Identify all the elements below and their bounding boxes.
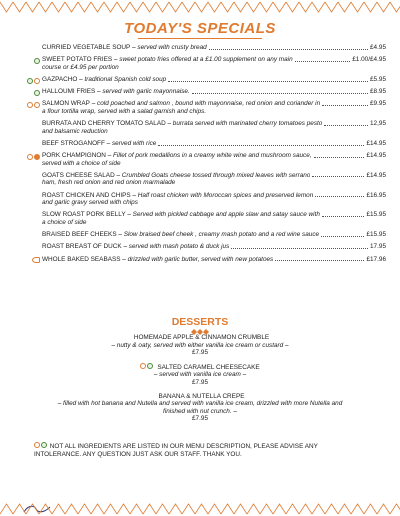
special-name: HALLOUMI FRIES — [42, 88, 96, 96]
special-name: ROAST CHICKEN AND CHIPS — [42, 191, 131, 199]
special-name: GOATS CHEESE SALAD — [42, 171, 115, 179]
special-name: SWEET POTATO FRIES — [42, 56, 113, 64]
border-motif — [325, 504, 338, 514]
border-motif — [338, 2, 351, 12]
border-motif — [65, 504, 78, 514]
border-motif — [247, 2, 260, 12]
border-motif — [299, 504, 312, 514]
special-description: – served with rice — [104, 139, 157, 147]
border-motif — [169, 2, 182, 12]
border-motif — [26, 504, 39, 514]
special-item — [14, 140, 386, 148]
bottom-border-pattern — [0, 500, 400, 516]
border-motif — [130, 504, 143, 514]
special-name: BRAISED BEEF CHEEKS — [42, 231, 117, 239]
special-description-continued: and balsamic reduction — [42, 127, 108, 135]
special-description: – drizzled with garlic butter, served with new potatoes — [120, 255, 274, 263]
special-name: BEEF STROGANOFF — [42, 139, 105, 147]
special-price: 17.95 — [370, 243, 386, 251]
border-motif — [104, 2, 117, 12]
border-motif — [78, 504, 91, 514]
border-motif — [208, 2, 221, 12]
dessert-name: SALTED CARAMEL CHEESECAKE — [157, 363, 260, 371]
border-motif — [273, 504, 286, 514]
vegan-icon — [27, 78, 33, 84]
special-description-continued: and garlic gravy served with chips — [42, 199, 138, 207]
special-description-continued: served with a choice of side — [42, 159, 121, 167]
special-item — [14, 256, 386, 264]
dessert-description: finished with nut crunch. – — [163, 407, 237, 415]
gluten-free-icon — [140, 363, 146, 369]
border-motif — [364, 2, 377, 12]
special-price: £14.95 — [366, 152, 386, 160]
dietary-icons — [14, 78, 42, 84]
border-motif — [286, 504, 299, 514]
special-item — [14, 88, 386, 96]
dessert-name: HOMEMADE APPLE & CINNAMON CRUMBLE — [133, 334, 270, 341]
border-motif — [234, 504, 247, 514]
border-motif — [78, 2, 91, 12]
border-motif — [299, 2, 312, 12]
vegetarian-icon — [147, 363, 153, 369]
allergy-note — [34, 442, 364, 460]
special-item — [14, 152, 386, 167]
border-motif — [364, 504, 377, 514]
leader-dots — [312, 176, 364, 177]
border-motif — [377, 2, 390, 12]
border-motif — [0, 504, 13, 514]
leader-dots — [295, 61, 351, 62]
special-description: – Half roast chicken with Moroccan spices and preserved lemon — [130, 191, 314, 199]
special-name: ROAST BREAST OF DUCK — [42, 243, 122, 251]
border-motif — [52, 2, 65, 12]
special-item — [14, 192, 386, 207]
special-name: GAZPACHO — [42, 75, 78, 83]
border-motif — [390, 504, 400, 514]
special-price: £17.96 — [366, 255, 386, 263]
border-motif — [0, 2, 13, 12]
leader-dots — [322, 216, 365, 217]
border-motif — [221, 504, 234, 514]
dietary-icons — [14, 58, 42, 64]
special-description: – sweet potato fries offered at a £1.00 supplement on any main — [112, 56, 293, 64]
special-description: – Slow braised beef cheek , creamy mash potato and a red wine sauce — [116, 231, 320, 239]
title-underline — [138, 38, 262, 39]
border-motif — [208, 504, 221, 514]
border-motif — [156, 2, 169, 12]
vegan-icon — [34, 58, 40, 64]
border-motif — [260, 504, 273, 514]
border-motif — [221, 2, 234, 12]
special-description-continued: a choice of side — [42, 219, 87, 227]
special-description: – burrata served with marinated cherry tomatoes pesto — [165, 120, 323, 128]
leader-dots — [192, 93, 368, 94]
special-item — [14, 100, 386, 115]
border-motif — [143, 2, 156, 12]
special-name: PORK CHAMPIGNON — [42, 152, 106, 160]
border-motif — [195, 504, 208, 514]
border-motif — [26, 2, 39, 12]
border-motif — [234, 2, 247, 12]
border-motif — [351, 504, 364, 514]
special-price: £15.95 — [366, 211, 386, 219]
border-motif — [13, 504, 26, 514]
dessert-description: – filled with hot banana and Nutella and served with vanilla ice cream, drizzled with more Nutella and — [57, 400, 343, 408]
leader-dots — [315, 196, 364, 197]
leader-dots — [321, 236, 364, 237]
border-motif — [39, 504, 52, 514]
gluten-free-icon — [34, 78, 40, 84]
dessert-name: BANANA & NUTELLA CREPE — [158, 392, 245, 400]
special-item — [14, 44, 386, 52]
special-description: – cold poached and salmon , bound with mayonnaise, red onion and coriander in — [89, 100, 321, 108]
border-motif — [338, 504, 351, 514]
specials-list — [14, 44, 386, 268]
special-price: £15.95 — [366, 231, 386, 239]
dessert-price: £7.95 — [192, 378, 208, 386]
dairy-free-icon — [34, 102, 40, 108]
special-item — [14, 231, 386, 239]
desserts-list — [20, 334, 380, 429]
leader-dots — [168, 81, 368, 82]
special-name: SALMON WRAP — [42, 100, 90, 108]
special-description: – served with mash potato & duck jus — [121, 243, 230, 251]
desserts-heading: DESSERTS — [171, 316, 229, 328]
border-motif — [390, 2, 400, 12]
dessert-item — [20, 334, 380, 357]
border-motif — [65, 2, 78, 12]
dessert-item — [20, 363, 380, 387]
dietary-icons — [14, 257, 42, 263]
border-motif — [130, 2, 143, 12]
border-motif — [104, 504, 117, 514]
special-price: £8.95 — [370, 88, 386, 96]
top-border-pattern — [0, 0, 400, 16]
border-motif — [169, 504, 182, 514]
special-price: £9.95 — [370, 100, 386, 108]
dessert-price: £7.95 — [192, 349, 208, 357]
dessert-description: – nutty & oaty, served with either vanilla ice cream or custard – — [111, 341, 289, 349]
border-motif — [143, 504, 156, 514]
special-description: – Served with pickled cabbage and apple slaw and satay sauce with — [125, 211, 320, 219]
border-motif — [260, 2, 273, 12]
dietary-icons — [14, 90, 42, 96]
dietary-icons — [14, 154, 42, 160]
special-item — [14, 120, 386, 135]
special-item — [14, 56, 386, 71]
dietary-icons — [140, 364, 154, 371]
special-price: 12,95 — [370, 120, 386, 128]
vegan-icon — [41, 442, 47, 448]
special-price: £14.95 — [366, 171, 386, 179]
vegetarian-icon — [34, 90, 40, 96]
special-name: SLOW ROAST PORK BELLY — [42, 211, 126, 219]
spicy-icon — [34, 154, 40, 160]
leader-dots — [275, 260, 364, 261]
special-name: BURRATA AND CHERRY TOMATO SALAD — [42, 120, 166, 128]
gluten-free-icon — [27, 154, 33, 160]
border-motif — [117, 504, 130, 514]
border-motif — [286, 2, 299, 12]
special-description-continued: ham, fresh red onion and red onion marmalade — [42, 179, 176, 187]
border-motif — [312, 2, 325, 12]
border-motif — [182, 2, 195, 12]
special-description: – Fillet of pork medallions in a creamy white wine and mushroom sauce, — [105, 152, 312, 160]
special-description-continued: a flour tortilla wrap, served with a salad garnish and chips. — [42, 107, 207, 115]
leader-dots — [314, 157, 365, 158]
special-description: – Crumbled Goats cheese tossed through mixed leaves with serrano — [114, 171, 311, 179]
special-item — [14, 76, 386, 84]
border-motif — [156, 504, 169, 514]
dietary-icons — [14, 102, 42, 108]
border-motif — [312, 504, 325, 514]
border-motif — [325, 2, 338, 12]
border-motif — [377, 504, 390, 514]
leader-dots — [324, 125, 368, 126]
dessert-price: £7.95 — [192, 415, 208, 423]
special-description: – traditional Spanish cold soup — [77, 75, 167, 83]
special-description-continued: course or £4.95 per portion — [42, 63, 119, 71]
special-price: £16.95 — [366, 191, 386, 199]
page-title: TODAY'S SPECIALS — [124, 20, 276, 37]
gluten-free-icon — [34, 442, 40, 448]
border-motif — [182, 504, 195, 514]
gluten-free-icon — [27, 102, 33, 108]
special-description: – served with garlic mayonnaise. — [95, 88, 190, 96]
special-description: – served with crusty bread — [130, 44, 207, 51]
border-motif — [247, 504, 260, 514]
special-item — [14, 211, 386, 226]
border-motif — [39, 2, 52, 12]
border-motif — [91, 504, 104, 514]
dessert-description: – served with vanilla ice cream – — [153, 371, 247, 379]
border-motif — [52, 504, 65, 514]
leader-dots — [209, 49, 368, 50]
special-item — [14, 172, 386, 187]
special-price: £14.95 — [366, 139, 386, 147]
special-item — [14, 243, 386, 251]
leader-dots — [231, 248, 368, 249]
border-motif — [195, 2, 208, 12]
note-icons — [34, 443, 48, 450]
border-motif — [351, 2, 364, 12]
special-price: £4.95 — [370, 44, 386, 51]
leader-dots — [322, 105, 368, 106]
dessert-item — [20, 393, 380, 423]
border-motif — [91, 2, 104, 12]
special-price: £5.95 — [370, 75, 386, 83]
fish-icon — [32, 257, 40, 263]
allergy-note-text: NOT ALL INGREDIENTS ARE LISTED IN OUR MENU DESCRIPTION, PLEASE ADVISE ANY INTOLERANCE. ANY QUESTION JUST ASK OUR STAFF. THANK YOU. — [34, 443, 318, 459]
special-name: WHOLE BAKED SEABASS — [42, 255, 121, 263]
border-motif — [117, 2, 130, 12]
special-price: £1.00/£4.95 — [352, 56, 386, 64]
special-name: CURRIED VEGETABLE SOUP — [42, 44, 131, 51]
border-motif — [273, 2, 286, 12]
leader-dots — [158, 145, 364, 146]
border-motif — [13, 2, 26, 12]
